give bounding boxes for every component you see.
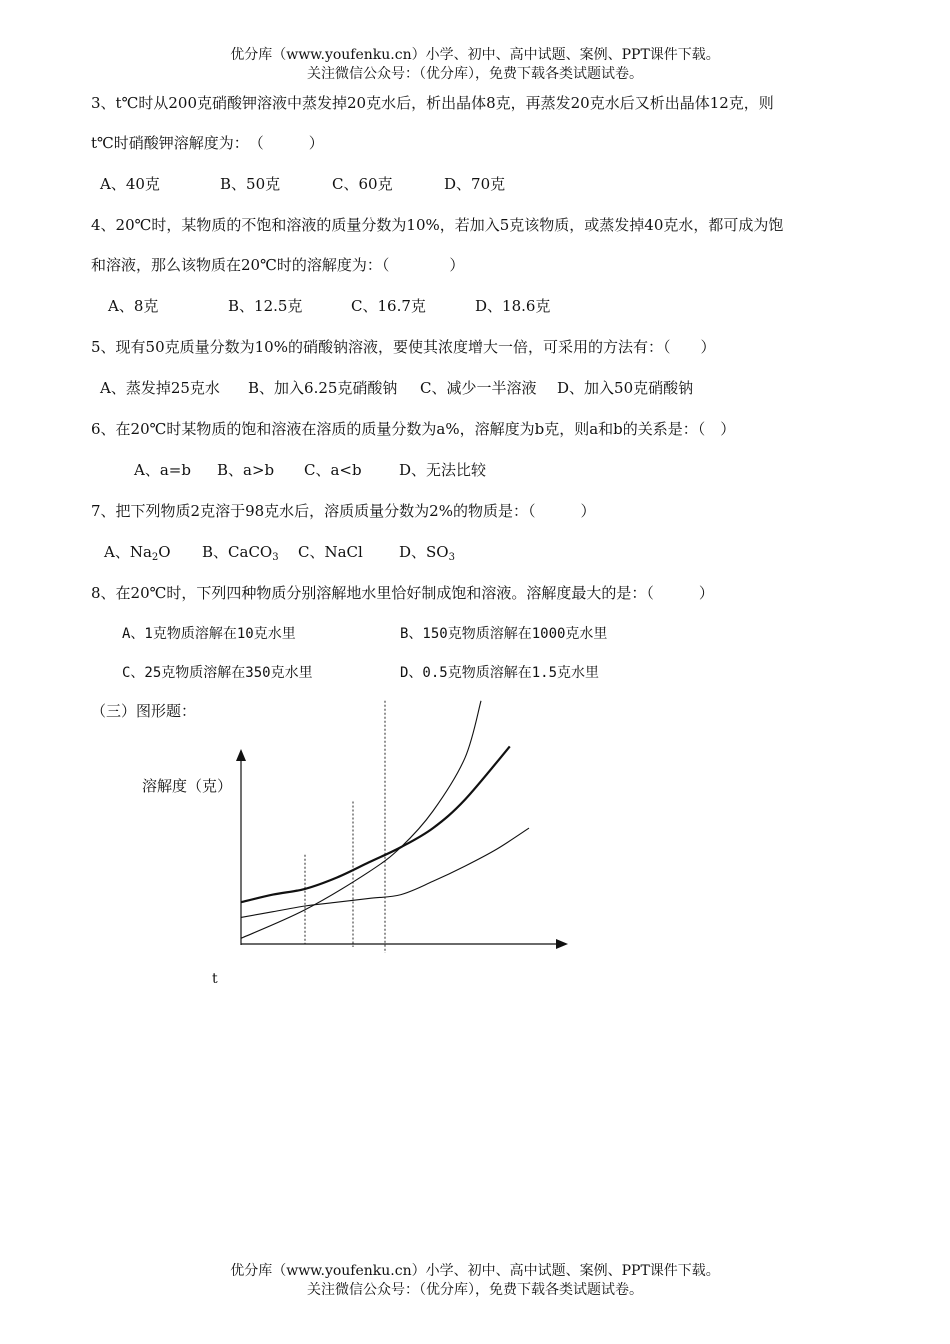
question-4-line-2: 和溶液，那么该物质在20℃时的溶解度为：（ ） xyxy=(91,256,465,274)
solubility-graph xyxy=(120,675,590,995)
q6-option-c: C、a<b xyxy=(304,461,362,479)
question-7-line-1: 7、把下列物质2克溶于98克水后，溶质质量分数为2%的物质是：（ ） xyxy=(91,502,596,520)
header-line-2: 关注微信公众号：（优分库），免费下载各类试题试卷。 xyxy=(307,66,643,82)
page-footer xyxy=(0,1262,950,1300)
q6-option-a: A、a=b xyxy=(134,461,191,479)
footer-line-2: 关注微信公众号：（优分库），免费下载各类试题试卷。 xyxy=(307,1282,643,1298)
section-3-title: （三）图形题： xyxy=(91,702,197,720)
header-line-1: 优分库（www.youfenku.cn）小学、初中、高中试题、案例、PPT课件下载。 xyxy=(230,47,720,63)
q5-option-d: D、加入50克硝酸钠 xyxy=(557,379,694,397)
q3-option-c: C、60克 xyxy=(332,175,393,193)
q7-option-a: A、$Na_2O$ xyxy=(104,543,171,563)
y-axis-label: 溶解度（克） xyxy=(142,777,233,795)
q6-option-d: D、无法比较 xyxy=(399,461,487,479)
q4-option-d: D、18.6克 xyxy=(475,297,551,315)
q8-option-a: A、1克物质溶解在10克水里 xyxy=(122,626,296,642)
q4-option-b: B、12.5克 xyxy=(228,297,303,315)
question-3-line-1: 3、t℃时从200克硝酸钾溶液中蒸发掉20克水后，析出晶体8克，再蒸发20克水后又析出晶体12克，则 xyxy=(91,94,774,112)
q4-option-a: A、8克 xyxy=(108,297,159,315)
q8-option-c: C、25克物质溶解在350克水里 xyxy=(122,665,313,681)
q8-option-d: D、0.5克物质溶解在1.5克水里 xyxy=(400,665,600,681)
q6-option-b: B、a>b xyxy=(217,461,275,479)
series-curve-bold xyxy=(241,746,510,902)
q5-option-b: B、加入6.25克硝酸钠 xyxy=(248,379,398,397)
q5-option-c: C、减少一半溶液 xyxy=(420,379,537,397)
q5-option-a: A、蒸发掉25克水 xyxy=(100,379,220,397)
question-8-line-1: 8、在20℃时，下列四种物质分别溶解地水里恰好制成饱和溶液。溶解度最大的是：（ ） xyxy=(91,584,714,602)
q7-option-b: B、CaCO$_3$ xyxy=(202,543,279,563)
question-4-line-1: 4、20℃时，某物质的不饱和溶液的质量分数为10%，若加入5克该物质，或蒸发掉40克水，都可成为饱 xyxy=(91,216,784,234)
page-header xyxy=(0,46,950,84)
x-axis-label: t xyxy=(212,971,218,987)
x-axis-arrow xyxy=(556,939,568,949)
question-5-line-1: 5、现有50克质量分数为10%的硝酸钠溶液，要使其浓度增大一倍，可采用的方法有：（ ） xyxy=(91,338,716,356)
q3-option-a: A、40克 xyxy=(100,175,160,193)
y-axis-arrow xyxy=(236,749,246,761)
footer-line-1: 优分库（www.youfenku.cn）小学、初中、高中试题、案例、PPT课件下载。 xyxy=(230,1263,720,1279)
q7-option-c: C、NaCl xyxy=(298,543,363,561)
q3-option-d: D、70克 xyxy=(444,175,506,193)
q3-option-b: B、50克 xyxy=(220,175,281,193)
q8-option-b: B、150克物质溶解在1000克水里 xyxy=(400,626,608,642)
q7-option-d: D、$SO_3$ xyxy=(399,543,455,563)
question-3-line-2: t℃时硝酸钾溶解度为： （ ） xyxy=(91,134,324,152)
q4-option-c: C、16.7克 xyxy=(351,297,426,315)
question-6-line-1: 6、在20℃时某物质的饱和溶液在溶质的质量分数为a%，溶解度为b克，则a和b的关系是：（ ） xyxy=(91,420,736,438)
